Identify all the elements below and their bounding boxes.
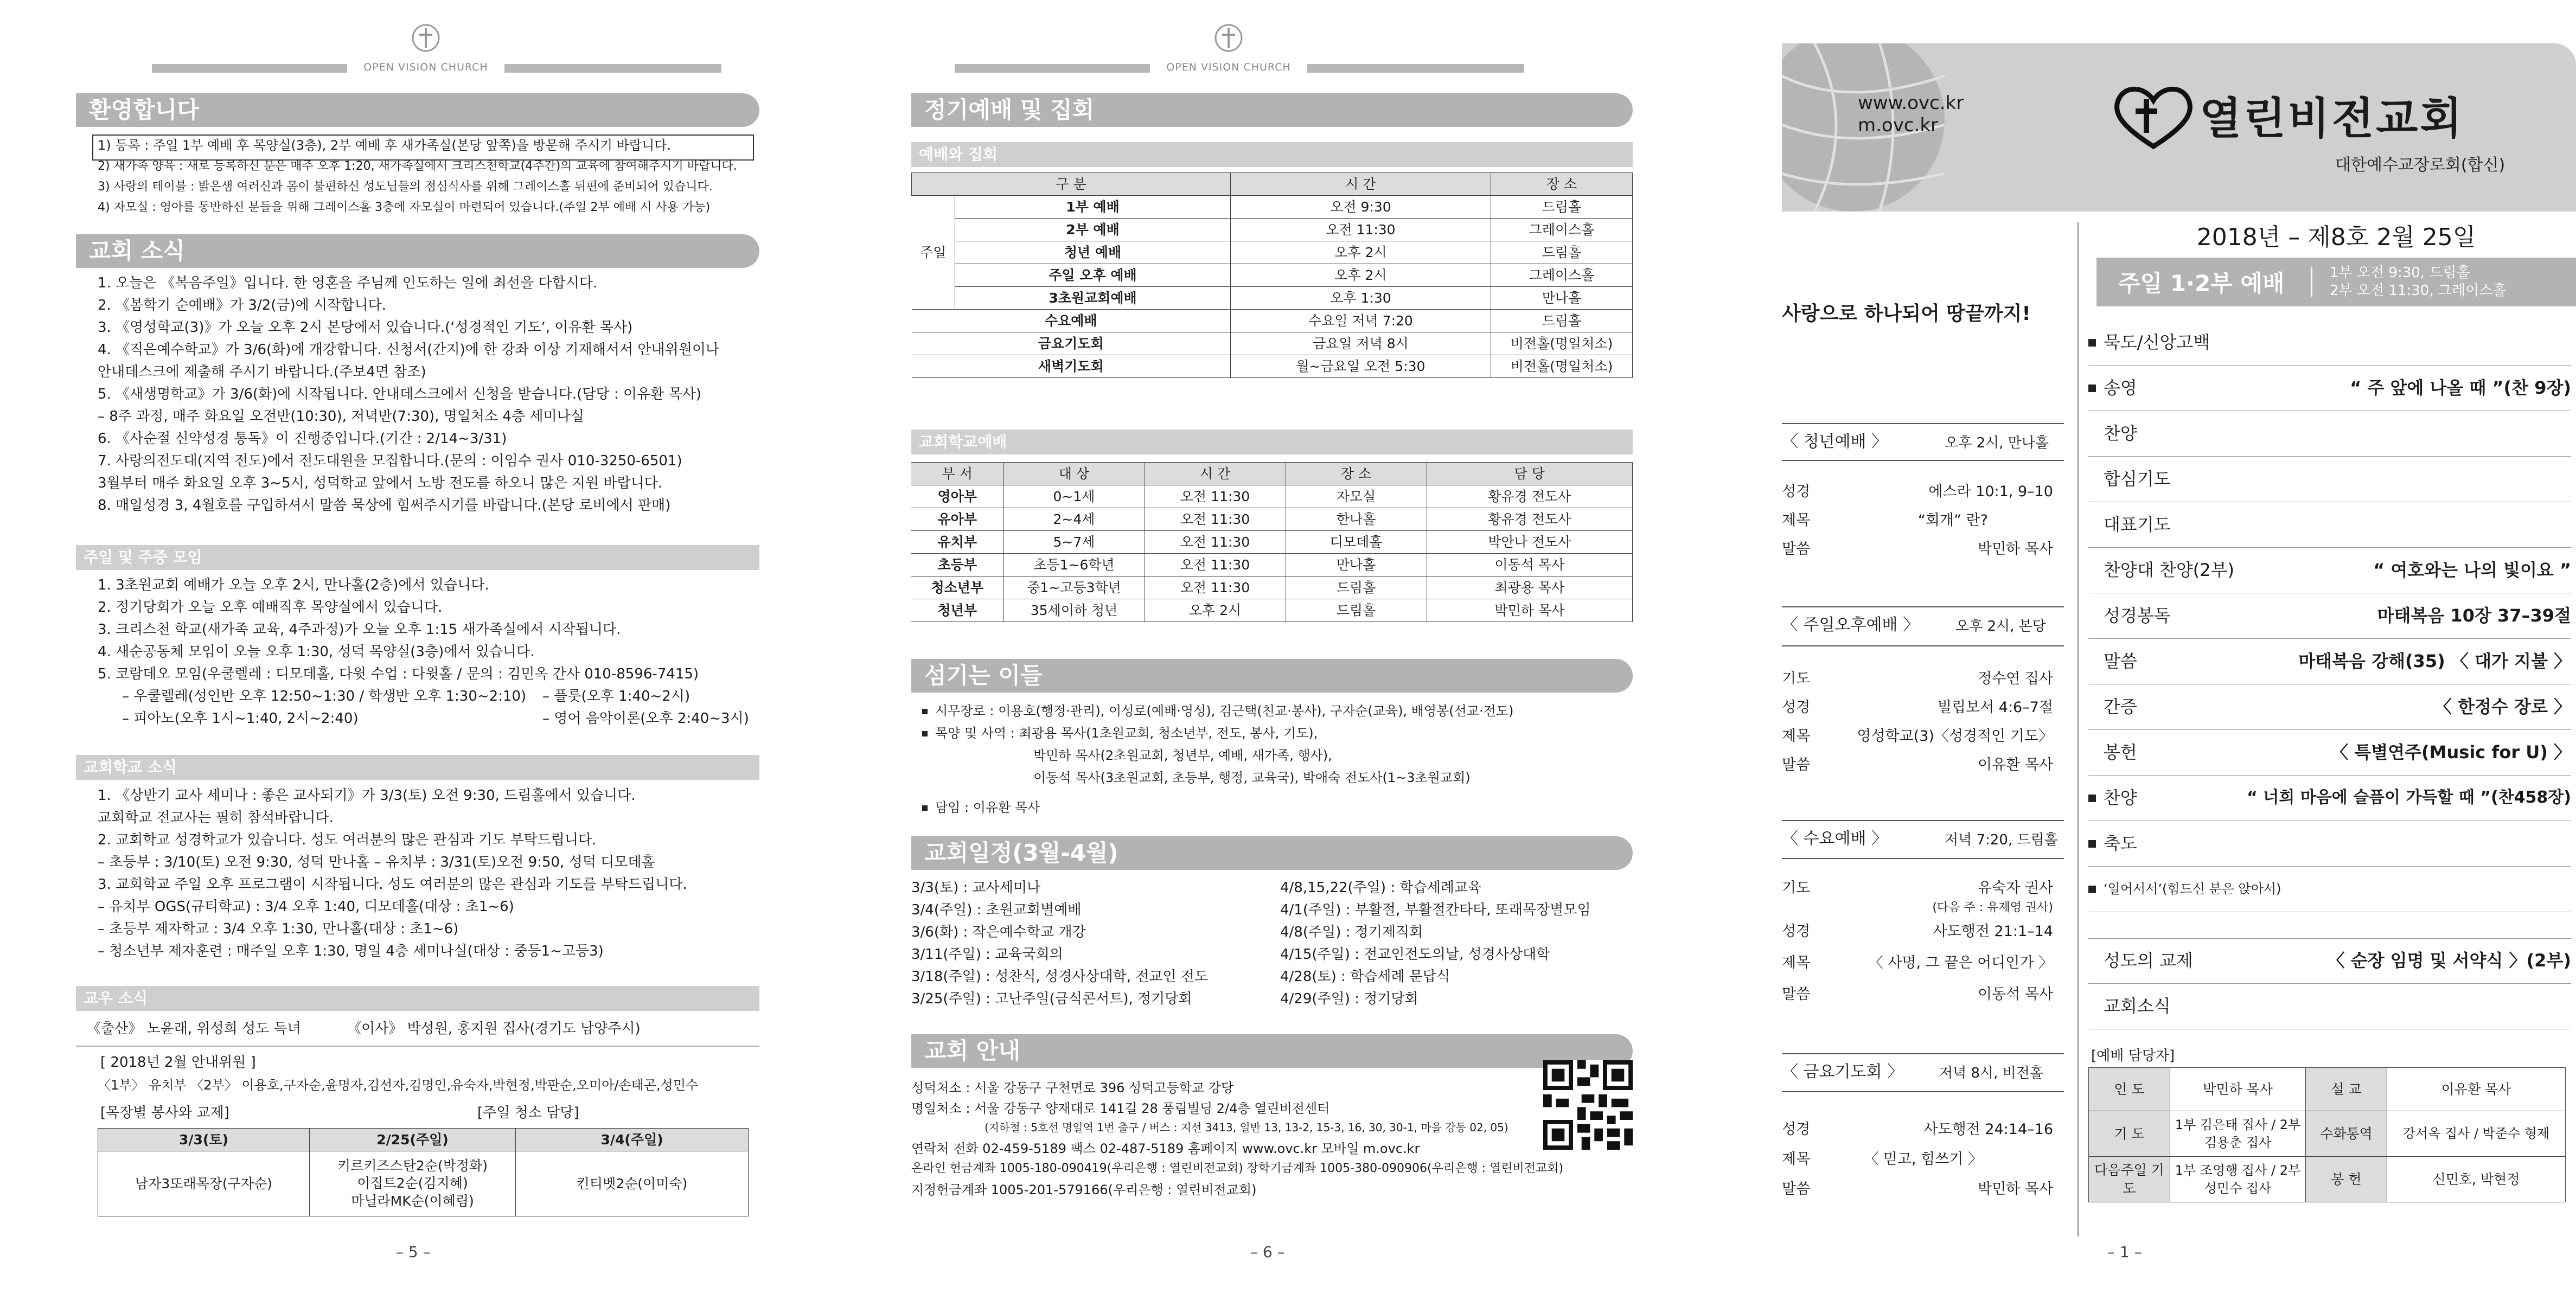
friday-service-rows: 성경 사도행전 24:14–16 제목 〈 믿고, 힘쓰기 〉 말씀 박민하 목사 xyxy=(1782,1121,2053,1197)
calendar-april: 4/8,15,22(주일) : 학습세례교육 4/1(주일) : 부활절, 부활절칸타타, 또래목장별모임 4/8(주일) : 정기제직회 4/15(주일) : 전교인전도의날, 성경사상대학 4/28(토) : 학습세례 문답식 4/29(주일) : 정기당회 xyxy=(1280,880,1591,1007)
divider xyxy=(76,1046,759,1047)
section-sunday-weekday: 주일 및 주중 모임 xyxy=(76,545,759,570)
duty-table: 인 도 박민하 목사 설 교 이유환 목사 기 도 1부 김은태 집사 / 2부 김용춘 집사 수화통역 강서옥 집사 / 박준수 형제 다음주일 기도 1부 조영행 집사 / 2부 성민수 집사 봉 헌 신민호, 박현정 xyxy=(2088,1067,2566,1202)
afternoon-service-rows: 기도 정수연 집사 성경 빌립보서 4:6–7절 제목 영성학교(3)〈성경적인 기도〉 말씀 이유환 목사 xyxy=(1782,670,2053,773)
church-news-list: 1. 오늘은 《복음주일》입니다. 한 영혼을 주님께 인도하는 일에 최선을 다합시다. 2. 《봄학기 순예배》가 3/2(금)에 시작합니다. 3. 《영성학교(3)》가 오늘 오후 2시 본당에서 있습니다.(‘성경적인 기도’, 이유환 목사) 4. 《직은예수학교》가 3/6(화)에 개강합니다. 신청서(간지)에 한 강좌 이상 기재해서서 안내위원이나 안내데스크에 제출해 주시기 바랍니다.(주보4면 참조) 5. 《새생명학교》가 3/6(화)에 시작됩니다. 안내데스크에서 신청을 받습니다.(담당 : 이유환 목사) – 8주 과정, 매주 화요일 오전반(10:30), 저녁반(7:30), 명일처소 4층 세미나실 6. 《사순절 신약성경 통독》이 진행중입니다.(기간 : 2/14~3/31) 7. 사랑의전도대(지역 전도)에서 전도대원을 모집합니다.(문의 : 이임수 권사 010-3250-6501) 3월부터 매주 화요일 오후 3~5시, 성덕학교 앞에서 노방 전도를 하오니 많은 지원 바랍니다. 8. 매일성경 3, 4월호를 구입하셔서 말씀 묵상에 힘써주시기를 바랍니다.(본당 로비에서 판매) xyxy=(98,275,720,514)
qr-code-icon[interactable] xyxy=(1543,1060,1633,1150)
school-worship-table: 부 서 대 상 시 간 장 소 담 당 영아부 0~1세 오전 11:30 자모실 황유경 전도사 유아부 2~4세 오전 11:30 한나홀 황유경 전도사 유치부 5~7세 오전 11:30 디모데홀 박안나 전도사 초등부 초등1~6학년 오전 11:30 만나홀 이동석 목사 청소년부 중1~고등3학년 오전 11:30 드림홀 최광용 목사 청년부 35세이하 청년 오후 2시 드림홀 박민하 목사 xyxy=(911,462,1633,622)
section-members: 교우 소식 xyxy=(76,986,759,1011)
section-church-news: 교회 소식 xyxy=(76,234,759,268)
running-header: OPEN VISION CHURCH xyxy=(955,22,1524,71)
duty-title: [예배 담당자] xyxy=(2091,1048,2175,1064)
running-header: OPEN VISION CHURCH xyxy=(152,22,721,71)
worship-table: 구 분 시 간 장 소 주일 1부 예배 오전 9:30 드림홀 2부 예배 오전 11:30 그레이스홀 청년 예배 오후 2시 드림홀 주일 오후 예배 오후 2시 그레이스홀 3초원교회예배 오후 1:30 만나홀 수요예배 수요일 저녁 7:20 드림홀 금요기도회 금요일 저녁 8시 비전홀(명일처소) 새벽기도회 월~금요일 오전 5:30 비전홀(명일처소) xyxy=(911,172,1633,378)
youth-service-rows: 성경 에스라 10:1, 9–10 제목 “회개” 란? 말씀 박민하 목사 xyxy=(1782,483,2053,558)
service-banner: 주일 1·2부 예배 1부 오전 9:30, 드림홀 2부 오전 11:30, 그레이스홀 xyxy=(2096,258,2576,306)
church-info-list: 성덕처소 : 서울 강동구 구천면로 396 성덕고등학교 강당 명일처소 : 서울 강동구 양재대로 141길 28 풍림빌딩 2/4층 열린비전센터 (지하철 : 5호선 명일역 1번 출구 / 버스 : 지선 3413, 일반 13, 13-2, 15-3, 16, 30, 30-1, 마을 강동 02, 05) 연락처 전화 02-459-5189 팩스 02-487-5189 홈페이지 www.ovc.kr 모바일 m.ovc.kr 온라인 헌금계좌 1005-180-090419(우리은행 : 열린비전교회) 장학기금계좌 1005-380-090906(우리은행 : 열린비전교회) 지정헌금계좌 1005-201-579166(우리은행 : 열린비전교회) xyxy=(911,1080,1564,1197)
section-calendar: 교회일정(3월-4월) xyxy=(911,836,1633,870)
church-logo-icon xyxy=(401,22,450,54)
section-regular-worship: 정기예배 및 집회 xyxy=(911,93,1633,127)
weekday-list: 1. 3초원교회 예배가 오늘 오후 2시, 만나홀(2층)에서 있습니다. 2. 정기당회가 오늘 오후 예배직후 목양실에서 있습니다. 3. 크리스천 학교(새가족 교육, 4주과정)가 오늘 오후 1:15 새가족실에서 시작됩니다. 4. 새순공동체 모임이 오늘 오후 1:30, 성덕 목양실(3층)에서 있습니다. 5. 코람데오 모임(우쿨렐레 : 디모데홀, 다윗 수업 : 다윗홀 / 문의 : 김민옥 간사 010-8596-7415) xyxy=(98,577,699,682)
page-6: OPEN VISION CHURCH 정기예배 및 집회 예배와 집회 구 분 시 간 장 소 주일 1부 예배 오전 9:30 드림홀 2부 예배 오전 11:30 그레이스홀 청년 예배 오후 2시 드림홀 주일 오후 예배 오후 2시 그레이스홀 3초원교회예배 오후 1:30 만나홀 수요예배 수요일 저녁 7:20 드림홀 금요기도회 금요일 저녁 8시 비전홀(명일처소) 새벽기도회 월~금요일 오전 5:30 비전홀(명일처소) 교회학교예배 부 서 대 상 시 간 장 소 담 당 영아부 0~1세 오전 11:30 자모실 황유경 전도사 유아부 2~4세 오전 11:30 한나홀 황유경 전도사 유치부 5~7세 오전 11:30 디모데홀 박안나 전도사 초등부 초등1~6학년 오전 11:30 만나홀 이동석 목사 청소년부 중1~고등3학년 오전 11:30 드림홀 최광용 목사 청년부 35세이하 청년 오후 2시 드림홀 박민하 목사 섬기는 이들 시무장로 : 이용호(행정·관리), 이성로(예배·영성), 김근택(친교·봉사), 구자순(교육), 배영봉(선교·전도) 목양 및 사역 : 최광용 목사(1초원교회, 청소년부, 전도, 봉사, 기도), 박민하 목사(2초원교회, 청년부, 예배, 새가족, 행사), 이동석 목사(3초원교회, 초등부, 행정, 교육국), 박애숙 전도사(1~3초원교회) 담임 : 이유환 목사 교회일정(3월-4월) 3/3(토) : 교사세미나 3/4(주일) : 초원교회별예배 3/6(화) : 작은예수학교 개강 3/11(주일) : 교육국회의 3/18(주일) : 성찬식, 성경사상대학, 전교인 전도 3/25(주일) : 고난주일(금식콘서트), 정기당회 4/8,15,22(주일) : 학습세례교육 4/1(주일) : 부활절, 부활절칸타타, 또래목장별모임 4/8(주일) : 정기제직회 4/15(주일) : 전교인전도의날, 성경사상대학 4/28(토) : 학습세례 문답식 4/29(주일) : 정기당회 교회 안내 성덕처소 : 서울 강동구 구천면로 396 성덕고등학교 강당 명일처소 : 서울 강동구 양재대로 141길 28 풍림빌딩 2/4층 열린비전센터 (지하철 : 5호선 명일역 1번 출구 / 버스 : 지선 3413, 일반 13, 13-2, 15-3, 16, 30, 30-1, 마을 강동 02, 05) 연락처 전화 02-459-5189 팩스 02-487-5189 홈페이지 www.ovc.kr 모바일 m.ovc.kr 온라인 헌금계좌 1005-180-090419(우리은행 : 열린비전교회) 장학기금계좌 1005-380-090906(우리은행 : 열린비전교회) 지정헌금계좌 1005-201-579166(우리은행 : 열린비전교회) – 6 – xyxy=(900,0,1660,1294)
page-5: OPEN VISION CHURCH 환영합니다 1) 등록 : 주일 1부 예배 후 목양실(3층), 2부 예배 후 새가족실(본당 앞쪽)을 방문해 주시기 바랍니다. 2) 새가족 양육 : 새로 등록하신 분은 매주 오후 1:20, 새가족실에서 크리스천학교(4주간)의 교육에 참여해주시기 바랍니다. 3) 사랑의 테이블 : 밝은샘 여러신과 몸이 불편하신 성도님들의 점심식사를 위해 그레이스홀 뒤편에 준비되어 있습니다. 4) 자모실 : 영아를 동반하신 분들을 위해 그레이스홀 3층에 자모실이 마련되어 있습니다.(주일 2부 예배 시 사용 가능) 교회 소식 1. 오늘은 《복음주일》입니다. 한 영혼을 주님께 인도하는 일에 최선을 다합시다. 2. 《봄학기 순예배》가 3/2(금)에 시작합니다. 3. 《영성학교(3)》가 오늘 오후 2시 본당에서 있습니다.(‘성경적인 기도’, 이유환 목사) 4. 《직은예수학교》가 3/6(화)에 개강합니다. 신청서(간지)에 한 강좌 이상 기재해서서 안내위원이나 안내데스크에 제출해 주시기 바랍니다.(주보4면 참조) 5. 《새생명학교》가 3/6(화)에 시작됩니다. 안내데스크에서 신청을 받습니다.(담당 : 이유환 목사) – 8주 과정, 매주 화요일 오전반(10:30), 저녁반(7:30), 명일처소 4층 세미나실 6. 《사순절 신약성경 통독》이 진행중입니다.(기간 : 2/14~3/31) 7. 사랑의전도대(지역 전도)에서 전도대원을 모집합니다.(문의 : 이임수 권사 010-3250-6501) 3월부터 매주 화요일 오후 3~5시, 성덕학교 앞에서 노방 전도를 하오니 많은 지원 바랍니다. 8. 매일성경 3, 4월호를 구입하셔서 말씀 묵상에 힘써주시기를 바랍니다.(본당 로비에서 판매) 주일 및 주중 모임 1. 3초원교회 예배가 오늘 오후 2시, 만나홀(2층)에서 있습니다. 2. 정기당회가 오늘 오후 예배직후 목양실에서 있습니다. 3. 크리스천 학교(새가족 교육, 4주과정)가 오늘 오후 1:15 새가족실에서 시작됩니다. 4. 새순공동체 모임이 오늘 오후 1:30, 성덕 목양실(3층)에서 있습니다. 5. 코람데오 모임(우쿨렐레 : 디모데홀, 다윗 수업 : 다윗홀 / 문의 : 김민옥 간사 010-8596-7415) – 우쿨렐레(성인반 오후 12:50~1:30 / 학생반 오후 1:30~2:10) – 플룻(오후 1:40~2시) – 피아노(오후 1시~1:40, 2시~2:40) – 영어 음악이론(오후 2:40~3시) 교회학교 소식 1. 《상반기 교사 세미나 : 좋은 교사되기》가 3/3(토) 오전 9:30, 드림홀에서 있습니다. 교회학교 전교사는 필히 참석바랍니다. 2. 교회학교 성경학교가 있습니다. 성도 여러분의 많은 관심과 기도 부탁드립니다. – 초등부 : 3/10(토) 오전 9:30, 성덕 만나홀 – 유치부 : 3/31(토)오전 9:50, 성덕 디모데홀 3. 교회학교 주일 오후 프로그램이 시작됩니다. 성도 여러분의 많은 관심과 기도를 부탁드립니다. – 유치부 OGS(규티학교) : 3/4 오후 1:40, 디모데홀(대상 : 초1~6) – 초등부 제자학교 : 3/4 오후 1:30, 만나홀(대상 : 초1~6) – 청소년부 제자훈련 : 매주일 오후 1:30, 명일 4층 세미나실(대상 : 중등1~고등3) 교우 소식 《출산》 노윤래, 위성희 성도 득녀 《이사》 박성원, 홍지원 집사(경기도 남양주시) [ 2018년 2월 안내위원 ] 〈1부〉 유치부 〈2부〉 이용호,구자순,윤명자,김선자,김명인,유숙자,박현정,박판순,오미아/손태곤,성민수 [목장별 봉사와 교제] [주일 청소 담당] 3/3(토) 2/25(주일) 3/4(주일) 남자3또래목장(구자순) 키르키즈스탄2순(박정화) 이집트2순(김지혜) 마닐라MK순(이혜림) 킨티벳2순(이미숙) – 5 – xyxy=(0,0,871,1294)
servants-list: 시무장로 : 이용호(행정·관리), 이성로(예배·영성), 김근택(친교·봉사), 구자순(교육), 배영봉(선교·전도) 목양 및 사역 : 최광용 목사(1초원교회, 청소년부, 전도, 봉사, 기도), 박민하 목사(2초원교회, 청년부, 예배, 새가족, 행사), 이동석 목사(3초원교회, 초등부, 행정, 교육국), 박애숙 전도사(1~3초원교회) 담임 : 이유환 목사 xyxy=(922,702,1513,821)
church-name: 열린비전교회 xyxy=(2200,93,2464,144)
calendar-march: 3/3(토) : 교사세미나 3/4(주일) : 초원교회별예배 3/6(화) : 작은예수학교 개강 3/11(주일) : 교육국회의 3/18(주일) : 성찬식, 성경사상대학, 전교인 전도 3/25(주일) : 고난주일(금식콘서트), 정기당회 xyxy=(911,880,1209,1007)
welcome-list: 1) 등록 : 주일 1부 예배 후 목양실(3층), 2부 예배 후 새가족실(본당 앞쪽)을 방문해 주시기 바랍니다. 2) 새가족 양육 : 새로 등록하신 분은 매주 오후 1:20, 새가족실에서 크리스천학교(4주간)의 교육에 참여해주시기 바랍니다. 3) 사랑의 테이블 : 밝은샘 여러신과 몸이 불편하신 성도님들의 점심식사를 위해 그레이스홀 뒤편에 준비되어 있습니다. 4) 자모실 : 영아를 동반하신 분들을 위해 그레이스홀 3층에 자모실이 마련되어 있습니다.(주일 2부 예배 시 사용 가능) xyxy=(98,138,737,214)
section-church-info: 교회 안내 xyxy=(911,1034,1633,1068)
cover-banner xyxy=(1782,43,2576,212)
church-heart-logo-icon xyxy=(2113,84,2194,149)
column-divider xyxy=(2078,222,2079,1237)
school-news-list: 1. 《상반기 교사 세미나 : 좋은 교사되기》가 3/3(토) 오전 9:30, 드림홀에서 있습니다. 교회학교 전교사는 필히 참석바랍니다. 2. 교회학교 성경학교가 있습니다. 성도 여러분의 많은 관심과 기도 부탁드립니다. – 초등부 : 3/10(토) 오전 9:30, 성덕 만나홀 – 유치부 : 3/31(토)오전 9:50, 성덕 디모데홀 3. 교회학교 주일 오후 프로그램이 시작됩니다. 성도 여러분의 많은 관심과 기도를 부탁드립니다. – 유치부 OGS(규티학교) : 3/4 오후 1:40, 디모데홀(대상 : 초1~6) – 초등부 제자학교 : 3/4 오후 1:30, 만나홀(대상 : 초1~6) – 청소년부 제자훈련 : 매주일 오후 1:30, 명일 4층 세미나실(대상 : 중등1~고등3) xyxy=(98,787,687,959)
section-servants: 섬기는 이들 xyxy=(911,659,1633,693)
subsection-worship: 예배와 집회 xyxy=(911,142,1633,167)
section-welcome: 환영합니다 xyxy=(76,93,759,127)
subsection-school-worship: 교회학교예배 xyxy=(911,430,1633,454)
order-of-worship: 묵도/신앙고백 송영 “ 주 앞에 나올 때 ”(찬 9장) 찬양 합심기도 대표기도 찬양대 찬양(2부) “ 여호와는 나의 빛이요 ” 성경봉독 마태복음 10장 37–39절 말씀 마태복음 강해(35) 〈 대가 지불 〉 간증 〈 한정수 장로 〉 봉헌 〈 특별연주(Music for U) 〉 찬양 “ 너희 마음에 슬픔이 가득할 때 ”(찬458장) 축도 ‘일어서서’(힘드신 분은 앉아서) 성도의 교제 〈 순장 임명 및 서약식 〉(2부) 교회소식 xyxy=(2088,320,2571,1029)
section-church-school: 교회학교 소식 xyxy=(76,755,759,780)
page-1-cover: www.ovc.kr m.ovc.kr 열린비전교회 대한예수교장로회(합신) 2018년 – 제8호 2월 25일 주일 1·2부 예배 1부 오전 9:30, 드림홀 2부 오전 11:30, 그레이스홀 사랑으로 하나되어 땅끝까지! 〈 청년예배 〉 오후 2시, 만나홀 성경 에스라 10:1, 9–10 제목 “회개” 란? 말씀 박민하 목사 〈 주일오후예배 〉 오후 2시, 본당 기도 정수연 집사 성경 빌립보서 4:6–7절 제목 영성학교(3)〈성경적인 기도〉 말씀 이유환 목사 〈 수요예배 〉 저녁 7:20, 드림홀 기도 유숙자 권사 (다음 주 : 유제영 권사) 성경 사도행전 21:1–14 제목 〈 사명, 그 끝은 어디인가 〉 말씀 이동석 목사 〈 금요기도회 〉 저녁 8시, 비전홀 성경 사도행전 24:14–16 제목 〈 믿고, 힘쓰기 〉 말씀 박민하 목사 묵도/신앙고백 송영 “ 주 앞에 나올 때 ”(찬 9장) 찬양 합심기도 대표기도 찬양대 찬양(2부) “ 여호와는 나의 빛이요 ” 성경봉독 마태복음 10장 37–39절 말씀 마태복음 강해(35) 〈 대가 지불 〉 간증 〈 한정수 장로 〉 봉헌 〈 특별연주(Music for U) 〉 찬양 “ 너희 마음에 슬픔이 가득할 때 ”(찬458장) 축도 ‘일어서서’(힘드신 분은 앉아서) 성도의 교제 〈 순장 임명 및 서약식 〉(2부) 교회소식 [예배 담당자] 인 도 박민하 목사 설 교 이유환 목사 기 도 1부 김은태 집사 / 2부 김용춘 집사 수화통역 강서옥 집사 / 박준수 형제 다음주일 기도 1부 조영행 집사 / 2부 성민수 집사 봉 헌 신민호, 박현정 – 1 – xyxy=(1782,0,2576,1294)
slogan: 사랑으로 하나되어 땅끝까지! xyxy=(1782,303,2031,325)
service-table: 3/3(토) 2/25(주일) 3/4(주일) 남자3또래목장(구자순) 키르키즈스탄2순(박정화) 이집트2순(김지혜) 마닐라MK순(이혜림) 킨티벳2순(이미숙) xyxy=(98,1128,749,1216)
web-address: www.ovc.kr m.ovc.kr xyxy=(1858,92,1964,136)
denomination: 대한예수교장로회(합신) xyxy=(2335,156,2505,175)
issue-date: 2018년 – 제8호 2월 25일 xyxy=(2196,223,2476,251)
church-logo-icon xyxy=(1204,22,1253,54)
wednesday-service-rows: 기도 유숙자 권사 (다음 주 : 유제영 권사) 성경 사도행전 21:1–14 제목 〈 사명, 그 끝은 어디인가 〉 말씀 이동석 목사 xyxy=(1782,880,2053,1003)
